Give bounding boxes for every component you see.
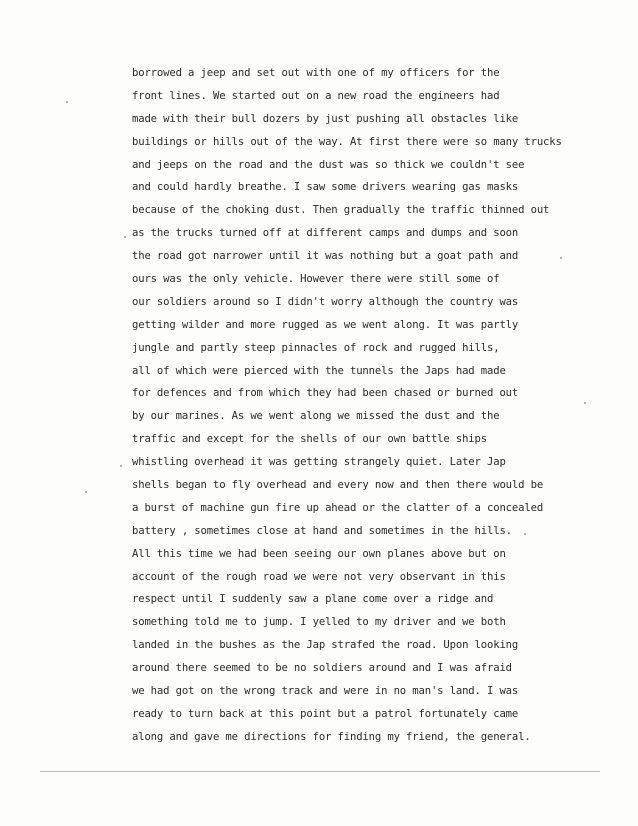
paper-speck	[120, 465, 122, 467]
text-line: for defences and from which they had been chased or burned out	[132, 387, 519, 400]
text-line: the road got narrower until it was nothing but a goat path and	[132, 250, 519, 263]
text-line: along and gave me directions for finding my friend, the general.	[132, 730, 531, 743]
bottom-rule	[40, 771, 600, 772]
text-line: getting wilder and more rugged as we went along. It was partly	[132, 318, 519, 331]
text-line: a burst of machine gun fire up ahead or the clatter of a concealed	[132, 501, 544, 514]
text-line: shells began to fly overhead and every now and then there would be	[132, 479, 544, 492]
text-line: all of which were pierced with the tunnels the Japs had made	[132, 364, 506, 377]
text-line: our soldiers around so I didn't worry although the country was	[132, 295, 519, 308]
text-line: made with their bull dozers by just pushing all obstacles like	[132, 112, 519, 125]
text-line: traffic and except for the shells of our own battle ships	[132, 433, 487, 446]
text-line: ready to turn back at this point but a patrol fortunately came	[132, 707, 519, 720]
text-line: All this time we had been seeing our own planes above but on	[132, 547, 506, 560]
text-line: by our marines. As we went along we missed the dust and the	[132, 410, 500, 423]
text-line: buildings or hills out of the way. At first there were so many trucks	[132, 135, 562, 148]
text-line: and jeeps on the road and the dust was so thick we couldn't see	[132, 158, 525, 171]
text-line: jungle and partly steep pinnacles of rock and rugged hills,	[132, 341, 500, 354]
paper-speck	[560, 257, 562, 259]
typed-body	[132, 62, 602, 749]
text-line: front lines. We started out on a new road the engineers had	[132, 89, 500, 102]
text-line: whistling overhead it was getting strangely quiet. Later Jap	[132, 456, 506, 469]
text-line: landed in the bushes as the Jap strafed the road. Upon looking	[132, 639, 519, 652]
text-line: because of the choking dust. Then gradually the traffic thinned out	[132, 204, 550, 217]
paper-speck	[124, 236, 126, 238]
text-line: battery , sometimes close at hand and sometimes in the hills.	[132, 524, 512, 537]
text-line: and could hardly breathe. I saw some drivers wearing gas masks	[132, 181, 519, 194]
text-line: ours was the only vehicle. However there were still some of	[132, 273, 500, 286]
text-line: account of the rough road we were not very observant in this	[132, 570, 506, 583]
paper-speck	[584, 402, 586, 404]
text-line: as the trucks turned off at different camps and dumps and soon	[132, 227, 519, 240]
text-line: around there seemed to be no soldiers around and I was afraid	[132, 662, 512, 675]
paper-speck	[66, 101, 68, 103]
paper-speck	[85, 491, 87, 493]
text-line: respect until I suddenly saw a plane come over a ridge and	[132, 593, 494, 606]
text-line: we had got on the wrong track and were in no man's land. I was	[132, 685, 519, 698]
text-line: borrowed a jeep and set out with one of my officers for the	[132, 67, 500, 79]
text-line: something told me to jump. I yelled to my driver and we both	[132, 616, 506, 629]
paper-speck	[524, 533, 526, 535]
